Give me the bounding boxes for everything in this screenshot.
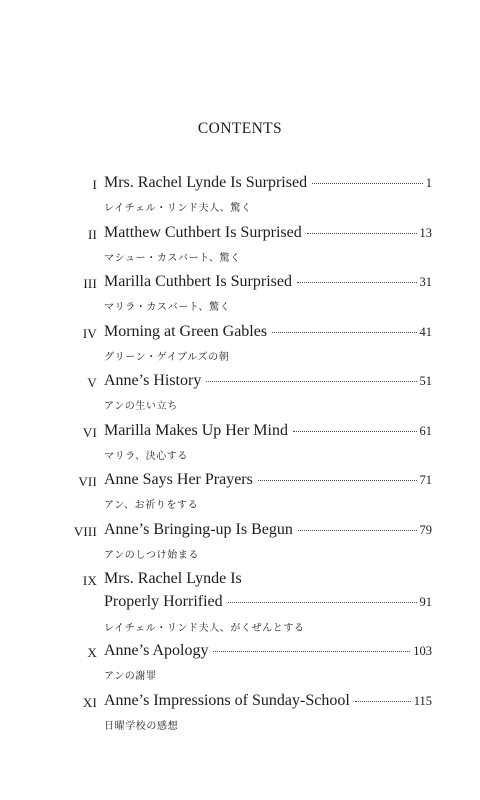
japanese-subtitle: グリーン・ゲイブルズの朝 [104,351,230,363]
chapter-numeral: VI [82,424,97,440]
chapter-title: Anne Says Her Prayers [104,471,253,488]
toc-entry-6[interactable] [0,422,480,472]
dot-leader [206,381,416,382]
japanese-subtitle: 日曜学校の感想 [104,720,179,732]
japanese-subtitle: マリラ・カスバート、驚く [104,302,231,313]
chapter-numeral: VII [78,474,97,489]
toc-entry-3[interactable] [0,273,480,323]
toc-entry-4[interactable] [0,323,480,373]
chapter-title: Morning at Green Gables [104,322,268,340]
chapter-line [104,372,432,394]
page-number: 115 [413,693,432,708]
dot-leader [312,183,423,184]
chapter-title: Marilla Cuthbert Is Surprised [104,273,292,290]
dot-leader [297,282,417,283]
dot-leader [355,701,411,702]
toc-entry-5[interactable] [0,372,480,422]
dot-leader [307,233,417,234]
chapter-numeral: X [87,645,97,660]
japanese-subtitle: レイチェル・リンド夫人、がくぜんとする [104,623,305,634]
page-number: 41 [419,324,432,339]
chapter-numeral: VIII [73,523,97,539]
toc-entry-7[interactable] [0,471,480,521]
chapter-title: Anne’s Apology [104,642,209,659]
chapter-line [104,593,432,615]
chapter-numeral: IX [82,573,97,588]
chapter-line [104,224,432,246]
dot-leader [213,651,410,652]
chapter-line [104,642,432,664]
toc-entry-10[interactable] [0,642,480,692]
chapter-title: Matthew Cuthbert Is Surprised [104,223,302,241]
table-of-contents [0,174,480,741]
japanese-subtitle: アンの生い立ち [104,401,178,412]
japanese-subtitle: レイチェル・リンド夫人、驚く [104,203,252,214]
dot-leader [298,530,417,531]
chapter-numeral: I [92,177,97,192]
page-number: 1 [425,176,432,190]
toc-entry-8[interactable] [0,521,480,571]
page-number: 31 [419,275,432,289]
chapter-line [104,422,432,444]
page-number: 91 [419,595,432,609]
chapter-title: Mrs. Rachel Lynde Is Surprised [104,174,308,191]
chapter-title-line-1: Mrs. Rachel Lynde Is [104,570,242,587]
japanese-subtitle: アンの謝罪 [104,671,157,682]
chapter-numeral: V [87,375,97,390]
chapter-numeral: II [87,226,97,242]
chapter-title: Marilla Makes Up Her Mind [104,421,288,439]
dot-leader [228,602,417,603]
dot-leader [258,480,417,481]
page-number: 79 [419,522,432,537]
toc-entry-9[interactable] [0,570,480,642]
page-number: 13 [419,225,432,240]
japanese-subtitle: マリラ、決心する [104,450,188,462]
page-number: 51 [419,374,432,388]
chapter-line [104,471,432,493]
chapter-line [104,692,432,714]
chapter-title: Anne’s Bringing-up Is Begun [104,520,293,538]
page-number: 71 [419,473,432,487]
page-number: 103 [413,644,432,658]
chapter-title: Anne’s Impressions of Sunday-School [104,691,350,709]
japanese-subtitle: マシュー・カスバート、驚く [104,252,241,264]
dot-leader [293,431,417,432]
page-title: CONTENTS [197,120,283,137]
chapter-line [104,323,432,345]
chapter-numeral: III [83,276,97,291]
japanese-subtitle: アンのしつけ始まる [104,549,199,561]
chapter-line [104,273,432,295]
chapter-line [104,521,432,543]
toc-entry-2[interactable] [0,224,480,274]
chapter-line [104,174,432,196]
chapter-title-line-2: Properly Horrified [104,593,223,610]
japanese-subtitle: アン、お祈りをする [104,500,199,511]
chapter-numeral: XI [82,694,97,710]
toc-entry-11[interactable] [0,692,480,742]
dot-leader [272,332,416,333]
page-number: 61 [419,423,432,438]
chapter-title: Anne’s History [104,372,202,389]
chapter-numeral: IV [82,325,97,341]
toc-entry-1[interactable] [0,174,480,224]
